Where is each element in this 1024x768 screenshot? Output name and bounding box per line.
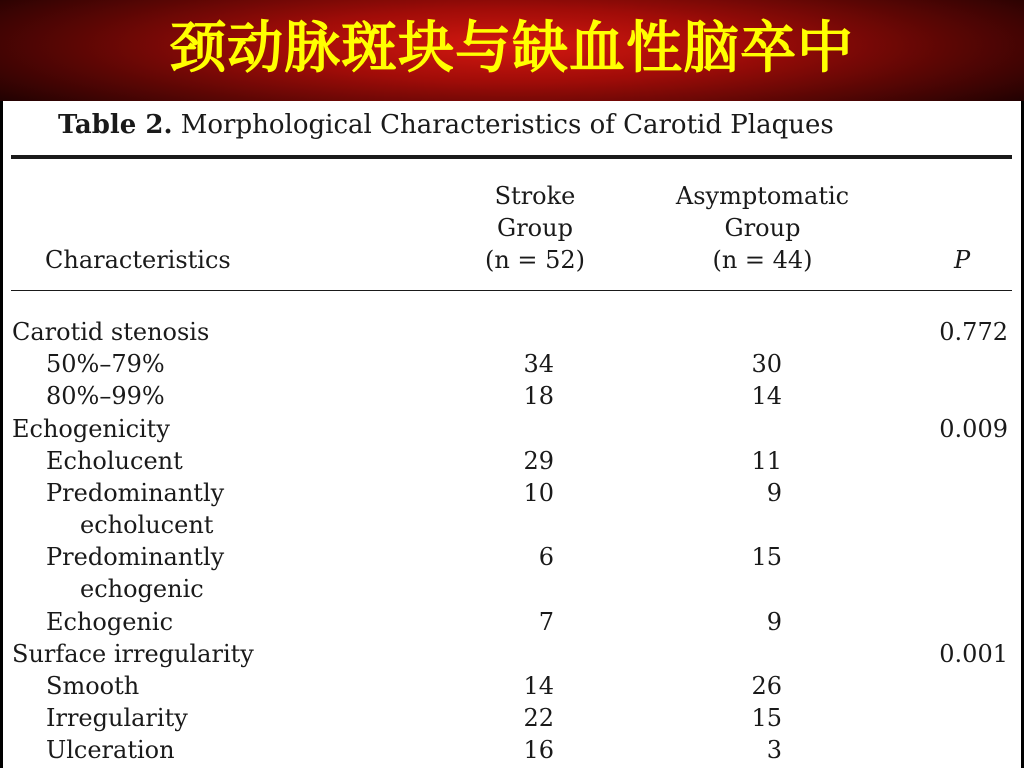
stroke-value: 16 — [523, 736, 554, 764]
p-value-surface-irregularity: 0.001 — [939, 640, 1008, 668]
stroke-value: 22 — [523, 704, 554, 732]
row-label: Predominantly — [46, 479, 225, 507]
table-caption — [58, 108, 834, 142]
asymptomatic-value: 14 — [751, 382, 782, 410]
column-header-asymptomatic-line1: Asymptomatic — [675, 182, 850, 210]
column-header-stroke-line2: Group — [497, 214, 573, 242]
row-label: Irregularity — [46, 704, 188, 732]
row-label: Smooth — [46, 672, 140, 700]
row-label: 50%–79% — [46, 350, 165, 378]
stroke-value: 6 — [538, 543, 554, 571]
asymptomatic-value: 26 — [751, 672, 782, 700]
row-label-continuation: echolucent — [80, 511, 214, 539]
column-header-stroke-line1: Stroke — [494, 182, 576, 210]
stroke-value: 34 — [523, 350, 554, 378]
asymptomatic-value: 15 — [751, 704, 782, 732]
group-label-echogenicity: Echogenicity — [12, 415, 170, 443]
column-header-asymptomatic-line3: (n = 44) — [712, 246, 813, 274]
stroke-value: 29 — [523, 447, 554, 475]
asymptomatic-value: 11 — [751, 447, 782, 475]
column-header-asymptomatic-line2: Group — [724, 214, 801, 242]
stroke-value: 18 — [523, 382, 554, 410]
table-title: Morphological Characteristics of Carotid Plaques — [180, 110, 834, 140]
stroke-value: 7 — [538, 608, 554, 636]
asymptomatic-value: 9 — [766, 608, 782, 636]
p-value-carotid-stenosis: 0.772 — [939, 318, 1008, 346]
p-value-echogenicity: 0.009 — [939, 415, 1008, 443]
asymptomatic-value: 15 — [751, 543, 782, 571]
table-header-rule — [11, 290, 1012, 291]
group-label-carotid-stenosis: Carotid stenosis — [12, 318, 210, 346]
row-label-continuation: echogenic — [80, 575, 204, 603]
column-header-stroke-line3: (n = 52) — [484, 246, 586, 274]
column-header-characteristics: Characteristics — [45, 246, 231, 274]
asymptomatic-value: 9 — [766, 479, 782, 507]
row-label: Ulceration — [46, 736, 175, 764]
stroke-value: 14 — [523, 672, 554, 700]
slide-edge-left — [0, 101, 3, 768]
row-label: Predominantly — [46, 543, 225, 571]
stroke-value: 10 — [523, 479, 554, 507]
table-top-rule — [11, 155, 1012, 159]
asymptomatic-value: 3 — [766, 736, 782, 764]
asymptomatic-value: 30 — [751, 350, 782, 378]
column-header-p: P — [954, 246, 971, 274]
row-label: Echogenic — [46, 608, 174, 636]
slide-title: 颈动脉斑块与缺血性脑卒中 — [170, 15, 854, 81]
row-label: 80%–99% — [46, 382, 165, 410]
table-label: Table 2. — [58, 110, 173, 140]
row-label: Echolucent — [46, 447, 183, 475]
group-label-surface-irregularity: Surface irregularity — [12, 640, 254, 668]
